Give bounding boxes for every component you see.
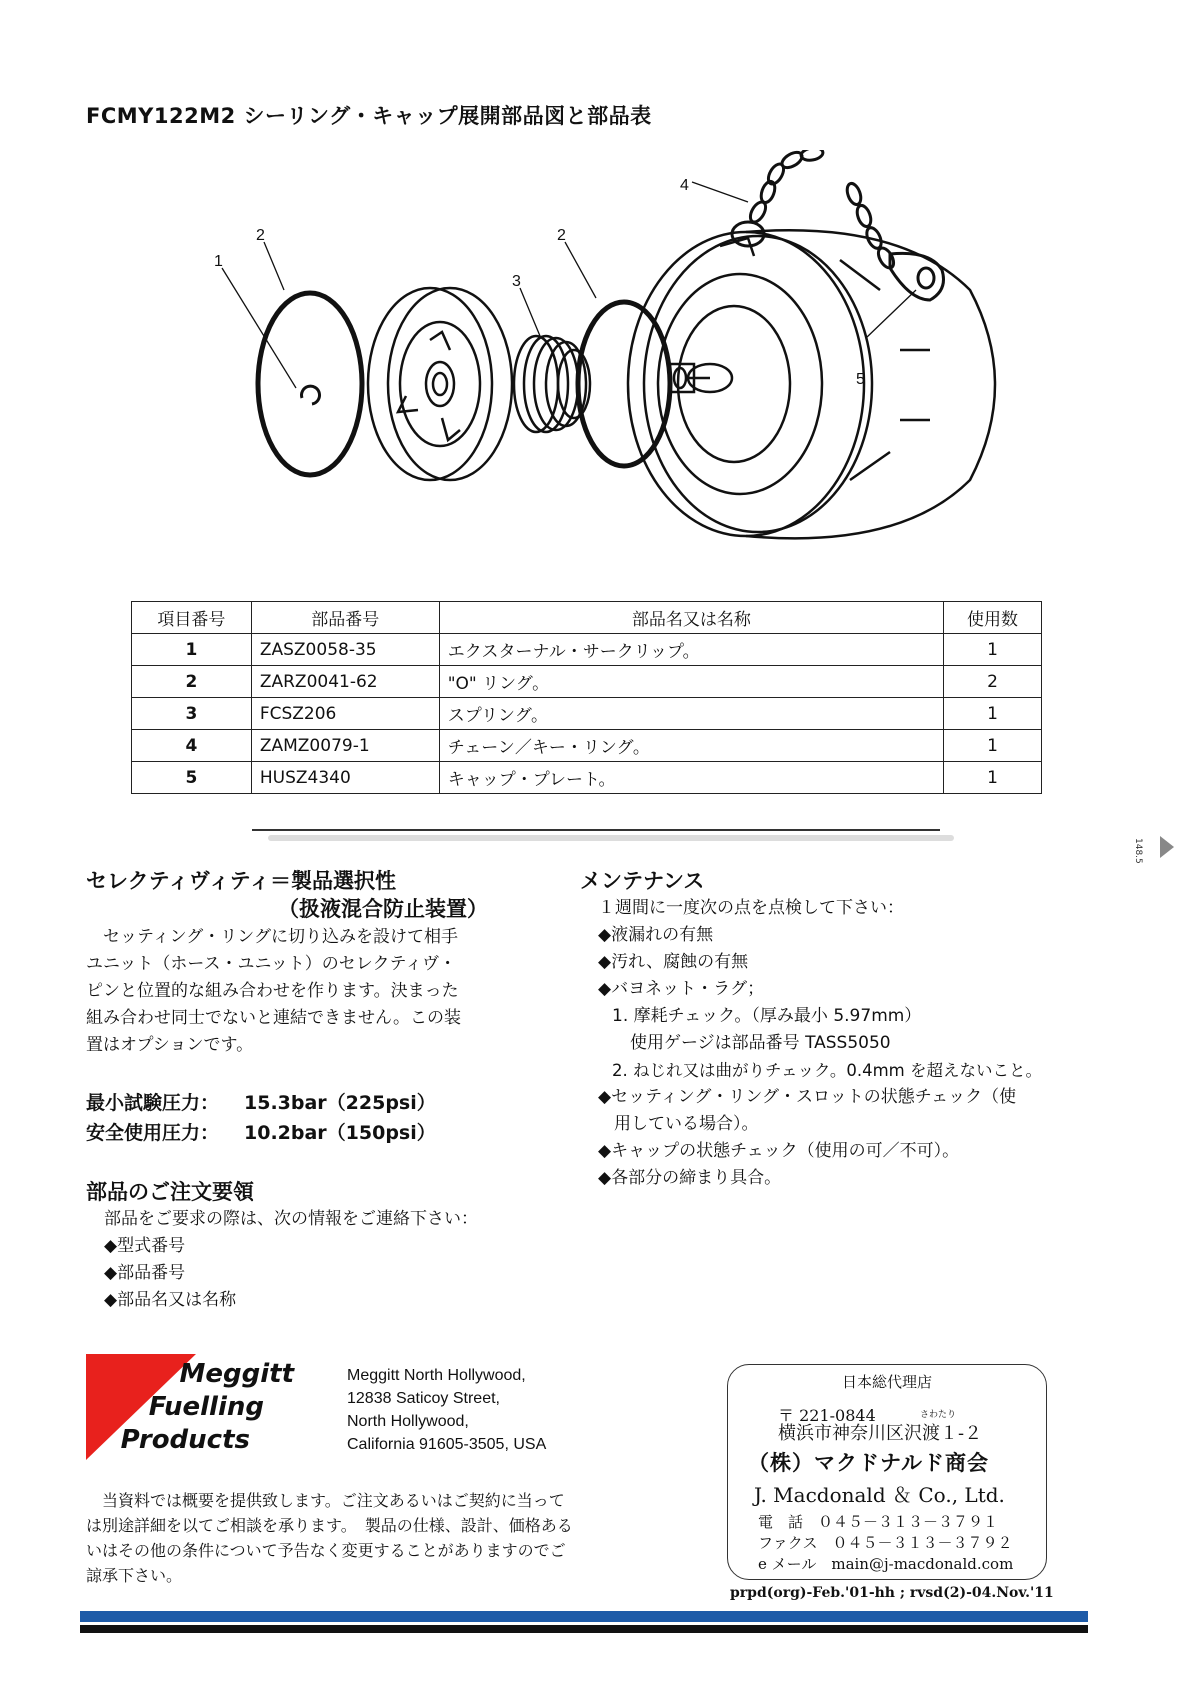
cell-part-no: HUSZ4340 bbox=[251, 762, 439, 794]
cell-qty: 1 bbox=[944, 698, 1042, 730]
callout-3: 3 bbox=[512, 273, 521, 290]
callout-2-right: 2 bbox=[557, 227, 566, 244]
chain bbox=[732, 150, 897, 271]
dealer-address: 横浜市神奈川区沢渡１-２ bbox=[778, 1423, 983, 1444]
page-title: FCMY122M2 シーリング・キャップ展開部品図と部品表 bbox=[86, 104, 652, 128]
cell-qty: 1 bbox=[944, 730, 1042, 762]
dealer-label: 日本総代理店 bbox=[841, 1373, 932, 1391]
callout-1: 1 bbox=[214, 253, 223, 270]
cell-item: 2 bbox=[132, 666, 252, 698]
exploded-parts-diagram bbox=[200, 150, 1040, 580]
table-row bbox=[132, 666, 1042, 698]
dealer-company-jp: （株）マクドナルド商会 bbox=[748, 1450, 989, 1475]
cell-part-no: ZARZ0041-62 bbox=[251, 666, 439, 698]
safe-pressure-label: 安全使用圧力： bbox=[86, 1122, 220, 1144]
meggitt-logo-text: Meggitt Fuelling Products bbox=[120, 1359, 294, 1455]
dealer-tel: 電 話 ０４５－３１３－３７９１ bbox=[758, 1513, 999, 1531]
cell-qty: 1 bbox=[944, 634, 1042, 666]
table-header-row bbox=[132, 602, 1042, 634]
ordering-heading: 部品のご注文要領 bbox=[86, 1180, 254, 1204]
revision-note: prpd(org)-Feb.'01-hh ; rvsd(2)-04.Nov.'11 bbox=[730, 1585, 1054, 1601]
cell-name: "O" リング。 bbox=[439, 666, 943, 698]
min-test-pressure-value: 15.3bar（225psi） bbox=[244, 1092, 436, 1114]
maintenance-list: １週間に一度次の点を点検して下さい： ◆液漏れの有無 ◆汚れ、腐蝕の有無 ◆バヨネット・ラグ； 1. 摩耗チェック。（厚み最小 5.97mm） 使用ゲージは部品番号 TASS5050 2. ねじれ又は曲がりチェック。0.4mm を超えないこと。 ◆セッティング・リング・スロットの状態チェック（使 用している場合）。 ◆キャップの状態チェック（使用の可／不可）。 ◆各部分の締まり具合。 bbox=[598, 898, 1042, 1188]
footer-stripe-black bbox=[80, 1625, 1088, 1633]
cell-item: 5 bbox=[132, 762, 252, 794]
circlip bbox=[302, 386, 320, 404]
page-arrow-icon bbox=[1160, 836, 1174, 858]
o-ring-left bbox=[258, 293, 362, 475]
poppet-disc bbox=[368, 288, 492, 480]
callout-4: 4 bbox=[680, 177, 689, 194]
header-qty: 使用数 bbox=[944, 602, 1042, 634]
ordering-list: 部品をご要求の際は、次の情報をご連絡下さい： ◆型式番号 ◆部品番号 ◆部品名又は名称 bbox=[104, 1209, 478, 1310]
cell-item: 1 bbox=[132, 634, 252, 666]
dealer-fax: ファクス ０４５－３１３－３７９２ bbox=[758, 1534, 1013, 1552]
header-part-no: 部品番号 bbox=[251, 602, 439, 634]
cell-name: スプリング。 bbox=[439, 698, 943, 730]
cell-name: エクスターナル・サークリップ。 bbox=[439, 634, 943, 666]
table-row bbox=[132, 634, 1042, 666]
selectivity-subheading: （扱液混合防止装置） bbox=[278, 897, 488, 921]
dealer-furigana: さわたり bbox=[920, 1410, 957, 1420]
cell-name: キャップ・プレート。 bbox=[439, 762, 943, 794]
cell-item: 3 bbox=[132, 698, 252, 730]
min-test-pressure-label: 最小試験圧力： bbox=[86, 1092, 220, 1114]
disclaimer: 当資料では概要を提供致します。ご注文あるいはご契約に当って は別途詳細を以てご相談を承ります。 製品の仕様、設計、価格ある いはその他の条件について予告なく変更することがありますのでご 諒承下さい。 bbox=[86, 1491, 573, 1585]
cell-qty: 2 bbox=[944, 666, 1042, 698]
manufacturer-address: Meggitt North Hollywood, 12838 Saticoy Street, North Hollywood, California 91605-3505, USA bbox=[347, 1367, 547, 1453]
o-ring-right bbox=[578, 302, 670, 466]
cap-body bbox=[628, 230, 995, 538]
cell-part-no: FCSZ206 bbox=[251, 698, 439, 730]
maintenance-heading: メンテナンス bbox=[580, 869, 705, 893]
section-divider bbox=[252, 829, 940, 831]
header-part-name: 部品名又は名称 bbox=[439, 602, 943, 634]
dealer-company-en: J. Macdonald ＆ Co., Ltd. bbox=[754, 1483, 1005, 1507]
cell-qty: 1 bbox=[944, 762, 1042, 794]
table-row bbox=[132, 762, 1042, 794]
parts-table bbox=[131, 601, 1042, 794]
side-page-number: 148.5 bbox=[1133, 838, 1143, 864]
table-row bbox=[132, 698, 1042, 730]
selectivity-text: セッティング・リングに切り込みを設けて相手 ユニット（ホース・ユニット）のセレクティヴ・ ピンと位置的な組み合わせを作ります。決まった 組み合わせ同士でないと連結できません。この装 置はオプションです。 bbox=[86, 927, 462, 1055]
safe-pressure-value: 10.2bar（150psi） bbox=[244, 1122, 436, 1144]
dealer-postal: 〒 221-0844 bbox=[778, 1406, 876, 1425]
divider-shadow bbox=[268, 835, 954, 841]
cell-part-no: ZAMZ0079-1 bbox=[251, 730, 439, 762]
dealer-email: e メール main@j-macdonald.com bbox=[758, 1555, 1014, 1573]
cell-part-no: ZASZ0058-35 bbox=[251, 634, 439, 666]
cap-plate bbox=[890, 253, 944, 300]
table-row bbox=[132, 730, 1042, 762]
footer-stripe-blue bbox=[80, 1611, 1088, 1622]
dealer-info-box bbox=[727, 1364, 1047, 1580]
selectivity-heading: セレクティヴィティ＝製品選択性 bbox=[86, 869, 396, 893]
cell-name: チェーン／キー・リング。 bbox=[439, 730, 943, 762]
header-item-no: 項目番号 bbox=[132, 602, 252, 634]
cell-item: 4 bbox=[132, 730, 252, 762]
callout-5: 5 bbox=[856, 371, 865, 388]
callout-2-left: 2 bbox=[256, 227, 265, 244]
